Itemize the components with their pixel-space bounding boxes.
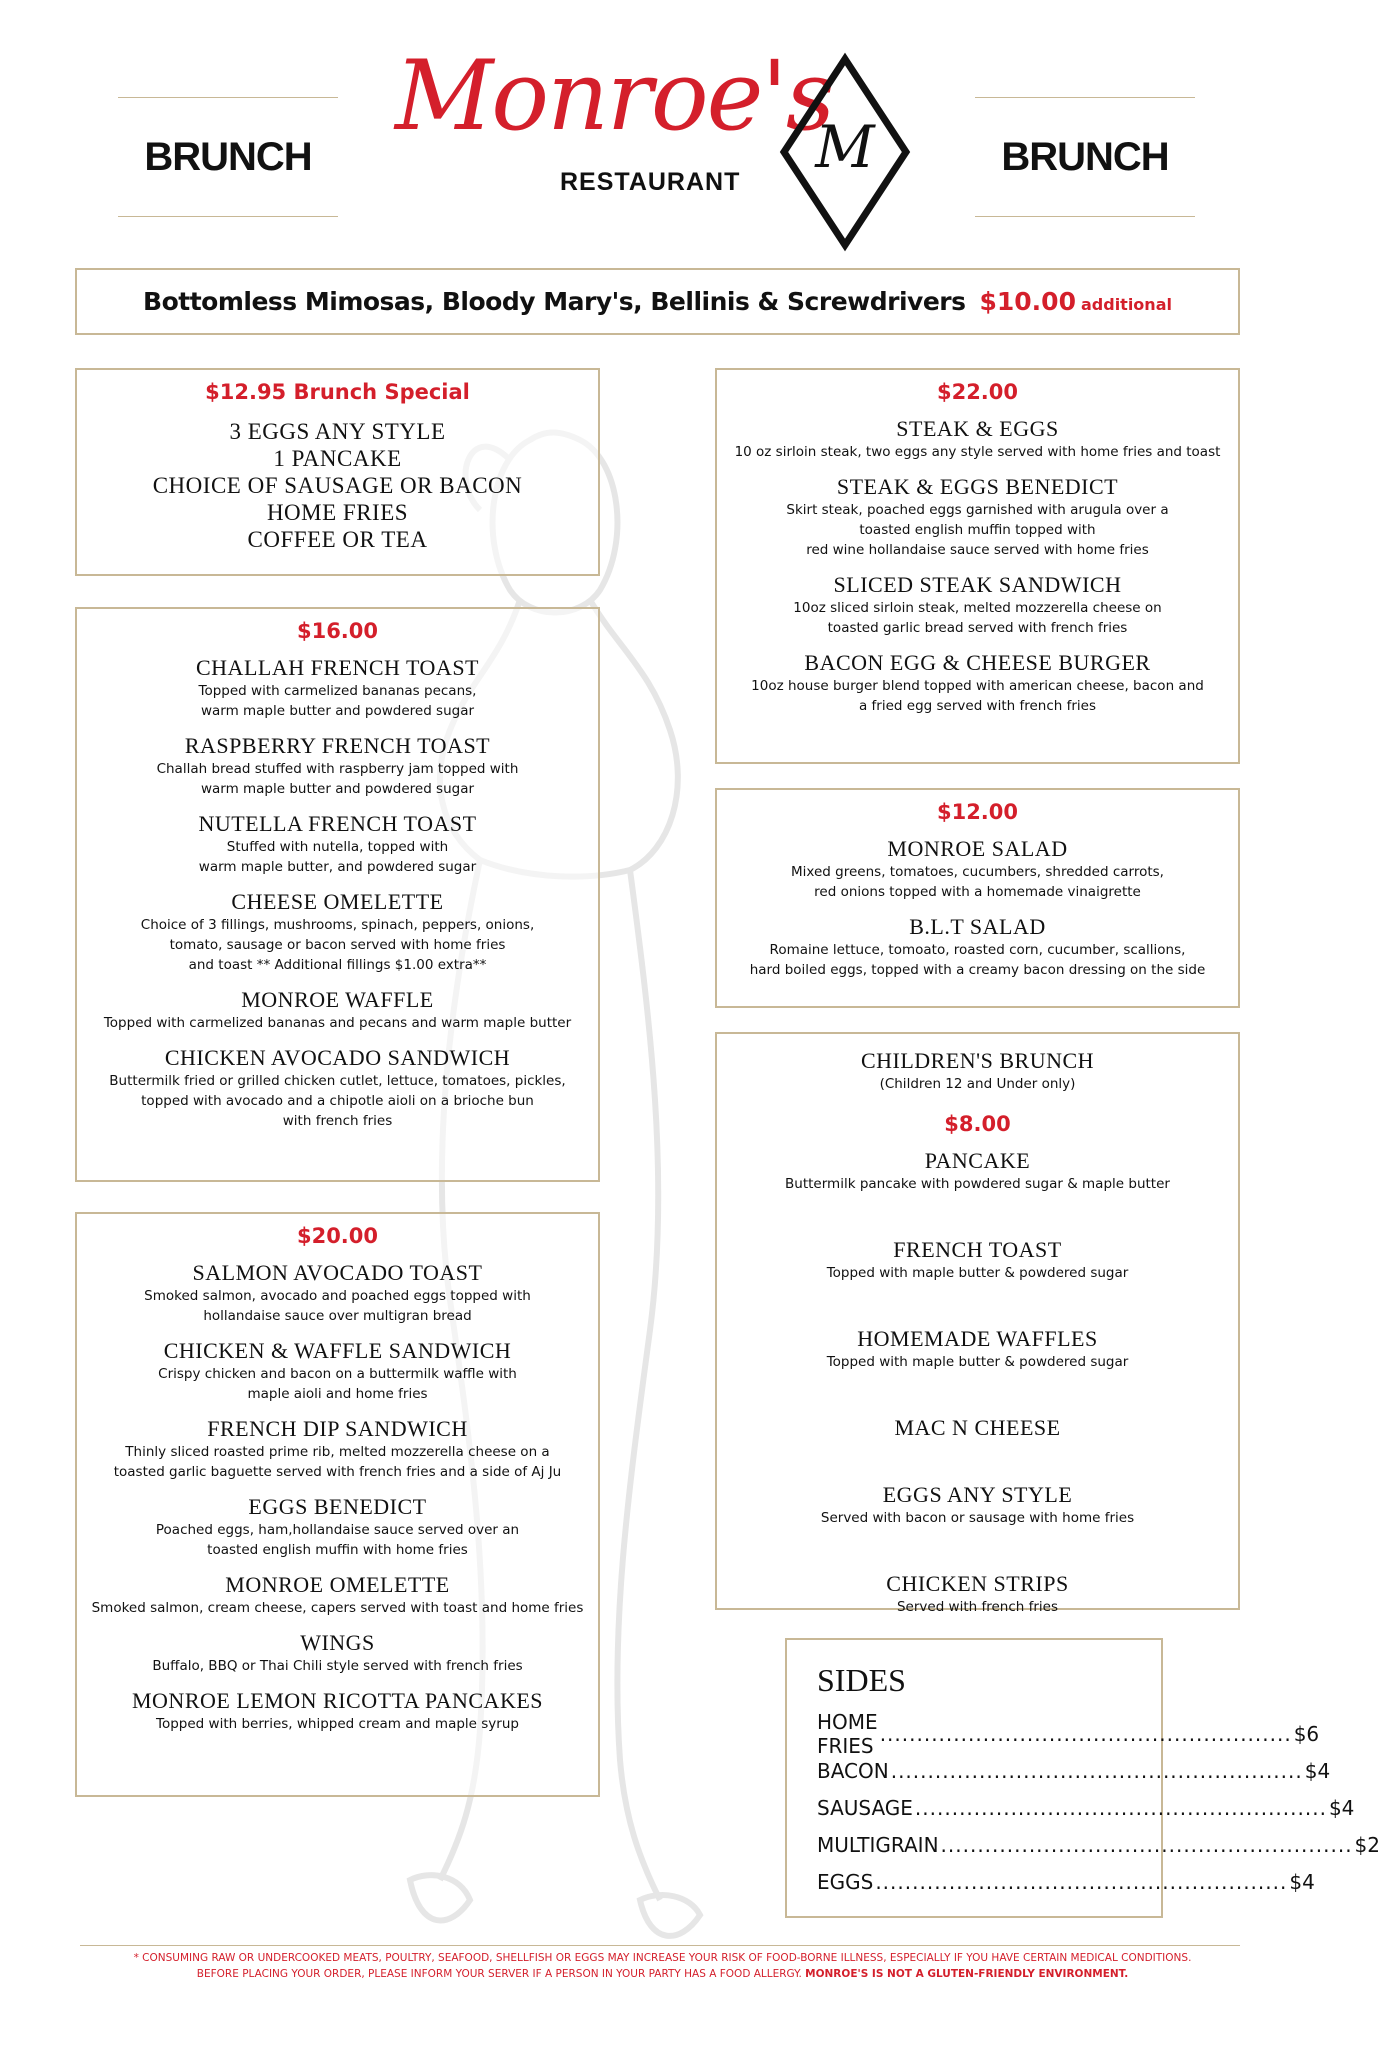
special-title: $12.95 Brunch Special — [205, 380, 470, 404]
sides-row — [817, 1709, 1320, 1758]
menu-item-desc: a fried egg served with french fries — [858, 698, 1097, 714]
menu-item-desc: 10 oz sirloin steak, two eggs any style served with home fries and toast — [734, 444, 1221, 460]
header-left-brunch-label: BRUNCH — [144, 135, 312, 179]
menu-item-desc: Challah bread stuffed with raspberry jam topped with — [156, 761, 519, 777]
menu-item-name: MONROE SALAD — [887, 836, 1068, 861]
menu-item-desc: Topped with carmelized bananas pecans, — [198, 683, 477, 699]
section-price: $22.00 — [936, 380, 1019, 404]
menu-item-desc: Topped with carmelized bananas and pecans and warm maple butter — [103, 1015, 572, 1031]
menu-item-desc: Stuffed with nutella, topped with — [226, 839, 449, 855]
menu-item-desc: Crispy chicken and bacon on a buttermilk waffle with — [158, 1366, 517, 1382]
menu-item-desc: toasted garlic baguette served with french fries and a side of Aj Ju — [113, 1464, 562, 1480]
menu-item-desc: Smoked salmon, cream cheese, capers served with toast and home fries — [91, 1600, 584, 1616]
banner-price: $10.00 — [979, 287, 1076, 316]
menu-item-name: CHEESE OMELETTE — [231, 889, 444, 914]
sides-row — [817, 1789, 1355, 1826]
menu-item-desc: Topped with maple butter & powdered sugar — [826, 1265, 1129, 1281]
menu-item-desc: Choice of 3 fillings, mushrooms, spinach, peppers, onions, — [140, 917, 535, 933]
menu-item-name: CHICKEN STRIPS — [886, 1571, 1069, 1596]
side-item-price: $4 — [1304, 1758, 1331, 1783]
menu-item-desc: tomato, sausage or bacon served with home fries — [169, 937, 506, 953]
menu-item-name: FRENCH DIP SANDWICH — [207, 1416, 468, 1441]
menu-item-desc: warm maple butter, and powdered sugar — [198, 859, 477, 875]
section-price: $12.00 — [936, 800, 1019, 824]
disclaimer-line-2 — [90, 1966, 1235, 1982]
header-right-bottom-rule — [975, 216, 1195, 217]
side-item-name: MULTIGRAIN — [817, 1832, 939, 1857]
section-price: $20.00 — [296, 1224, 379, 1248]
menu-item-name: STEAK & EGGS BENEDICT — [836, 474, 1119, 499]
menu-item-name: B.L.T SALAD — [909, 914, 1046, 939]
menu-item-desc: Served with bacon or sausage with home fries — [820, 1510, 1135, 1526]
children-subtitle: (Children 12 and Under only) — [879, 1076, 1076, 1092]
menu-item-desc: with french fries — [282, 1113, 393, 1129]
sides-row — [817, 1752, 1331, 1789]
menu-item-name: NUTELLA FRENCH TOAST — [198, 811, 477, 836]
special-line: CHOICE OF SAUSAGE OR BACON — [152, 473, 523, 498]
special-line: HOME FRIES — [266, 500, 409, 525]
menu-item-desc: Mixed greens, tomatoes, cucumbers, shredded carrots, — [791, 864, 1164, 880]
menu-item-desc: toasted english muffin with home fries — [207, 1542, 468, 1558]
menu-item-desc: topped with avocado and a chipotle aioli on a brioche bun — [141, 1093, 534, 1109]
sides-section — [785, 1638, 1380, 1918]
menu-item-desc: Topped with berries, whipped cream and maple syrup — [156, 1716, 519, 1732]
menu-item-name: BACON EGG & CHEESE BURGER — [804, 650, 1151, 675]
menu-item-desc: Served with french fries — [896, 1599, 1059, 1615]
logo-monogram-letter: M — [815, 113, 875, 181]
menu-item-name: MAC N CHEESE — [894, 1415, 1061, 1440]
side-item-price: $4 — [1289, 1869, 1315, 1894]
menu-item-desc: Romaine lettuce, tomoato, roasted corn, cucumber, scallions, — [769, 942, 1186, 958]
footer-rule — [80, 1945, 1240, 1946]
sides-title: SIDES — [817, 1662, 906, 1698]
menu-item-name: HOMEMADE WAFFLES — [857, 1326, 1098, 1351]
menu-item-desc: Buttermilk pancake with powdered sugar & maple butter — [785, 1176, 1170, 1192]
side-item-name: HOME FRIES — [817, 1709, 878, 1758]
header-right-top-rule — [975, 97, 1195, 98]
side-item-price: $4 — [1328, 1795, 1355, 1820]
header-right-brunch-label: BRUNCH — [1001, 135, 1169, 179]
menu-section-12-salads — [715, 788, 1240, 1008]
banner-price-note: additional — [1080, 295, 1172, 314]
header-left-bottom-rule — [118, 216, 338, 217]
menu-item-name: MONROE LEMON RICOTTA PANCAKES — [131, 1688, 543, 1713]
special-line: 1 PANCAKE — [273, 446, 402, 471]
menu-item-name: WINGS — [300, 1630, 375, 1655]
menu-item-desc: toasted english muffin topped with — [859, 522, 1096, 538]
dot-leader: ........................................................ — [875, 1869, 1288, 1894]
menu-item-desc: and toast ** Additional fillings $1.00 extra** — [188, 957, 487, 973]
menu-item-desc: hollandaise sauce over multigran bread — [203, 1308, 472, 1324]
menu-item-name: SLICED STEAK SANDWICH — [833, 572, 1122, 597]
section-price: $8.00 — [944, 1112, 1011, 1136]
childrens-brunch-section — [715, 1032, 1240, 1615]
side-item-price: $2 — [1354, 1832, 1380, 1857]
menu-item-name: CHALLAH FRENCH TOAST — [196, 655, 479, 680]
menu-item-desc: maple aioli and home fries — [247, 1386, 428, 1402]
dot-leader: ........................................................ — [890, 1758, 1303, 1783]
side-item-name: EGGS — [817, 1869, 874, 1894]
dot-leader: ........................................................ — [940, 1832, 1353, 1857]
menu-item-name: RASPBERRY FRENCH TOAST — [184, 733, 491, 758]
logo-script-text: Monroe's — [395, 40, 834, 152]
brunch-special-section — [75, 368, 600, 576]
menu-item-desc: Thinly sliced roasted prime rib, melted mozzerella cheese on a — [125, 1444, 550, 1460]
menu-item-desc: red onions topped with a homemade vinaigrette — [814, 884, 1141, 900]
menu-item-desc: Smoked salmon, avocado and poached eggs topped with — [144, 1288, 531, 1304]
menu-item-desc: Buffalo, BBQ or Thai Chili style served with french fries — [152, 1658, 523, 1674]
menu-item-desc: Buttermilk fried or grilled chicken cutlet, lettuce, tomatoes, pickles, — [109, 1073, 566, 1089]
menu-item-name: FRENCH TOAST — [893, 1237, 1062, 1262]
sides-row — [817, 1863, 1315, 1900]
menu-item-name: CHICKEN AVOCADO SANDWICH — [164, 1045, 511, 1070]
menu-section-16 — [75, 607, 600, 1182]
menu-item-name: EGGS BENEDICT — [248, 1494, 427, 1519]
menu-item-desc: Poached eggs, ham,hollandaise sauce served over an — [155, 1522, 520, 1538]
menu-item-desc: 10oz sliced sirloin steak, melted mozzerella cheese on — [793, 600, 1162, 616]
menu-item-name: MONROE WAFFLE — [241, 987, 434, 1012]
logo-restaurant-text: RESTAURANT — [560, 168, 741, 196]
sides-row — [817, 1826, 1380, 1863]
menu-item-name: EGGS ANY STYLE — [882, 1482, 1073, 1507]
disclaimer-allergy-text: BEFORE PLACING YOUR ORDER, PLEASE INFORM YOUR SERVER IF A PERSON IN YOUR PARTY HAS A FOOD ALLERGY. — [196, 1968, 802, 1980]
dot-leader: ........................................................ — [914, 1795, 1327, 1820]
section-price: $16.00 — [296, 619, 379, 643]
side-item-name: SAUSAGE — [817, 1795, 913, 1820]
children-title: CHILDREN'S BRUNCH — [860, 1048, 1095, 1073]
menu-item-desc: warm maple butter and powdered sugar — [200, 781, 475, 797]
disclaimer-gluten-text: MONROE'S IS NOT A GLUTEN-FRIENDLY ENVIRONMENT. — [805, 1968, 1129, 1980]
banner-text: Bottomless Mimosas, Bloody Mary's, Bellinis & Screwdrivers — [143, 287, 966, 316]
menu-item-name: PANCAKE — [924, 1148, 1031, 1173]
menu-item-desc: Skirt steak, poached eggs garnished with arugula over a — [786, 502, 1169, 518]
menu-item-desc: warm maple butter and powdered sugar — [200, 703, 475, 719]
menu-section-22 — [715, 368, 1240, 764]
menu-item-desc: hard boiled eggs, topped with a creamy bacon dressing on the side — [749, 962, 1206, 978]
menu-item-name: STEAK & EGGS — [896, 416, 1059, 441]
menu-item-name: MONROE OMELETTE — [225, 1572, 450, 1597]
menu-section-20 — [75, 1212, 600, 1797]
menu-item-name: CHICKEN & WAFFLE SANDWICH — [163, 1338, 512, 1363]
menu-item-desc: Topped with maple butter & powdered sugar — [826, 1354, 1129, 1370]
side-item-name: BACON — [817, 1758, 889, 1783]
menu-item-desc: 10oz house burger blend topped with american cheese, bacon and — [751, 678, 1204, 694]
disclaimer-line-1: * CONSUMING RAW OR UNDERCOOKED MEATS, POULTRY, SEAFOOD, SHELLFISH OR EGGS MAY INCREASE YOUR RISK OF FOOD-BORNE ILLNESS, ESPECIALLY IF YOU HAVE CERTAIN MEDICAL CONDITIONS. — [133, 1952, 1192, 1964]
special-line: COFFEE OR TEA — [247, 527, 428, 552]
menu-item-desc: red wine hollandaise sauce served with home fries — [806, 542, 1149, 558]
menu-item-desc: toasted garlic bread served with french fries — [827, 620, 1128, 636]
header-left-top-rule — [118, 97, 338, 98]
menu-item-name: SALMON AVOCADO TOAST — [192, 1260, 483, 1285]
special-line: 3 EGGS ANY STYLE — [229, 419, 446, 444]
bottomless-drinks-banner — [75, 268, 1240, 335]
dot-leader: ........................................................ — [879, 1721, 1292, 1746]
side-item-price: $6 — [1293, 1721, 1320, 1746]
